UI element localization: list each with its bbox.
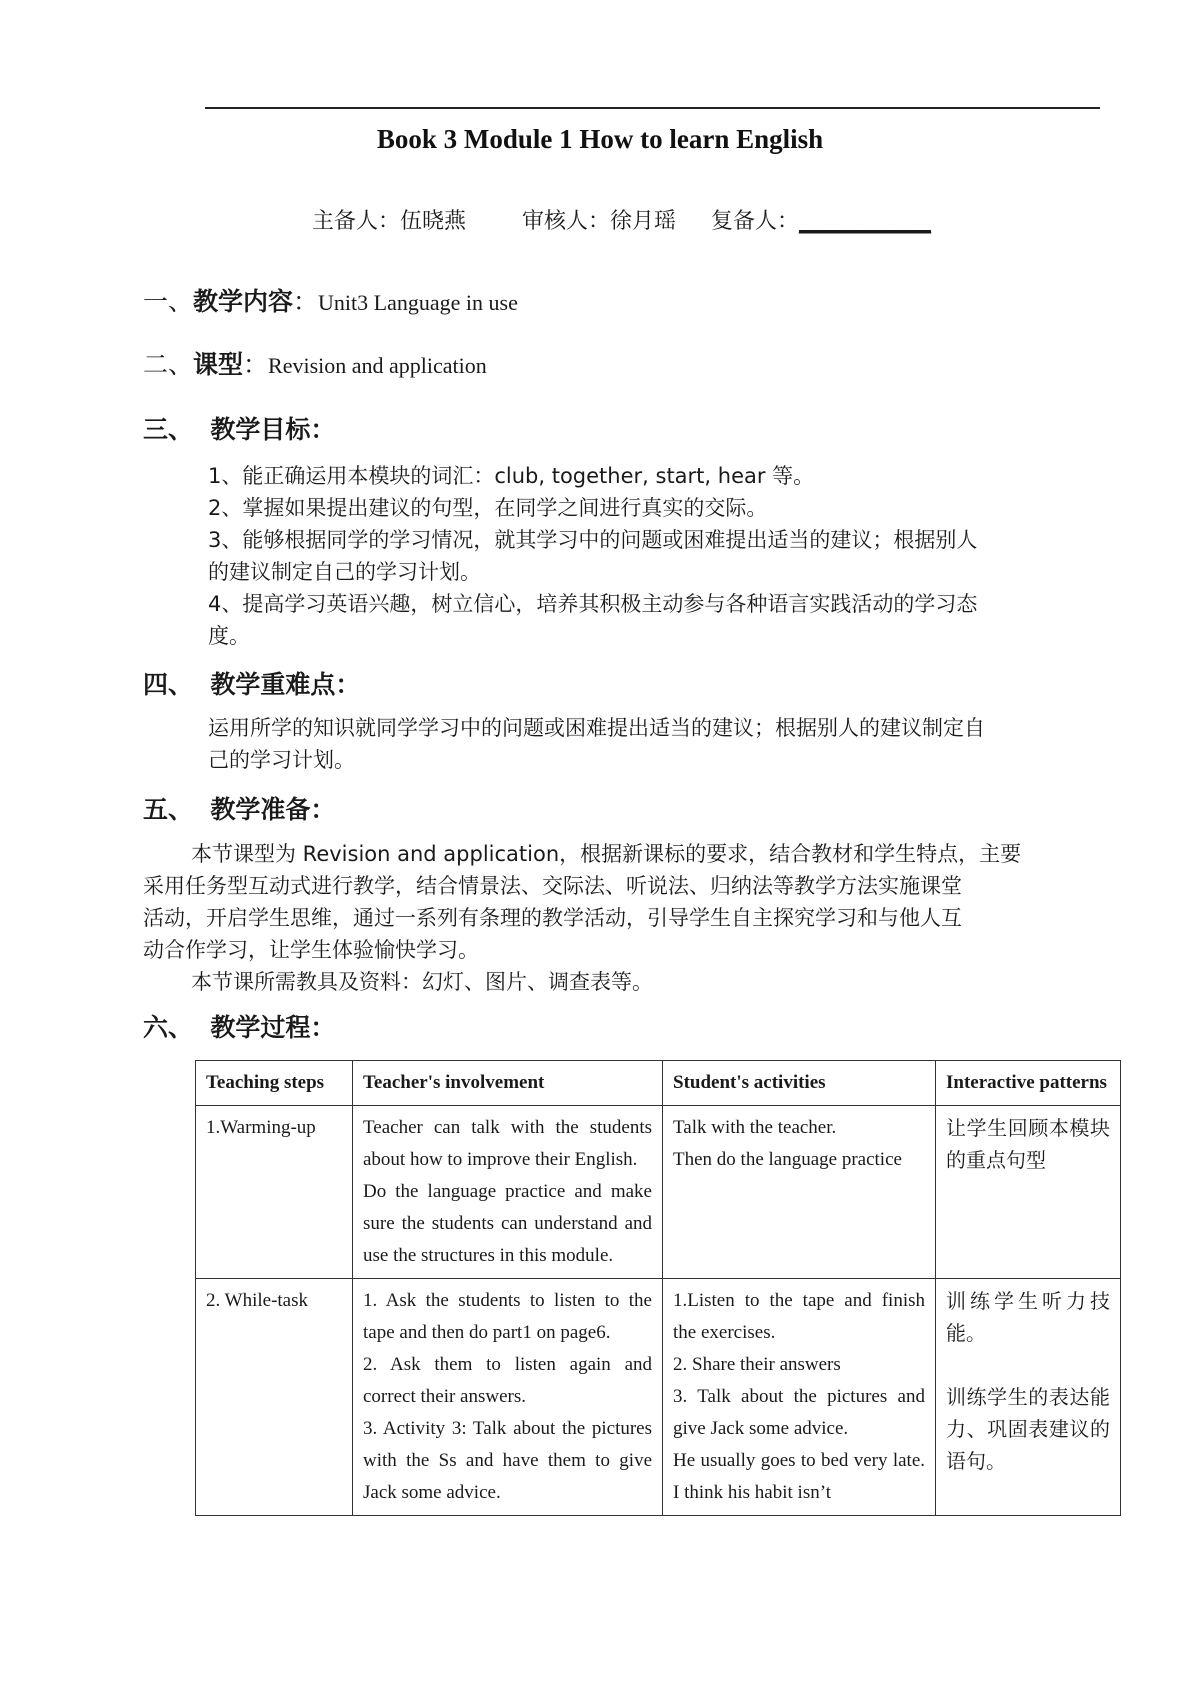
- column-header: Teacher's involvement: [353, 1061, 663, 1106]
- section-preparation-heading: [143, 790, 335, 826]
- document-title: Book 3 Module 1 How to learn English: [376, 124, 824, 154]
- header-rule: [205, 107, 1100, 109]
- teacher-line: 3. Activity 3: Talk about the pictures with the Ss and have them to give Jack some advice.: [363, 1418, 652, 1503]
- teacher-line: 1. Ask the students to listen to the tape and then do part1 on page6.: [363, 1290, 652, 1343]
- student-line: Talk with the teacher.: [673, 1117, 837, 1138]
- key-point-line: 己的学习计划。: [208, 748, 355, 772]
- section-lesson-type: [143, 345, 487, 381]
- section-heading: 三、 教学目标：: [143, 415, 336, 444]
- key-points-text: [208, 712, 1108, 776]
- preparation-line: 采用任务型互动式进行教学，结合情景法、交际法、听说法、归纳法等教学方法实施课堂: [143, 874, 962, 898]
- section-heading: 六、 教学过程：: [143, 1013, 336, 1042]
- column-header: Student's activities: [663, 1061, 936, 1106]
- preparation-line: 本节课所需教具及资料：幻灯、图片、调查表等。: [191, 970, 653, 994]
- preparation-line: 活动，开启学生思维，通过一系列有条理的教学活动，引导学生自主探究学习和与他人互: [143, 906, 962, 930]
- section-key-points-heading: [143, 665, 360, 701]
- student-line: 2. Share their answers: [673, 1354, 841, 1375]
- section-value: Revision and application: [268, 353, 487, 378]
- step-cell: 1.Warming-up: [196, 1106, 353, 1279]
- student-cell: [663, 1279, 936, 1516]
- student-line: He usually goes to bed very late. I think his habit isn’t: [673, 1450, 925, 1503]
- preparation-line: 动合作学习，让学生体验愉快学习。: [143, 938, 479, 962]
- objective-line: 1、能正确运用本模块的词汇：club, together, start, hear 等。: [208, 464, 815, 488]
- table-row: [196, 1279, 1121, 1516]
- student-line: Then do the language practice: [673, 1149, 902, 1170]
- teacher-line: 2. Ask them to listen again and correct their answers.: [363, 1354, 652, 1407]
- teacher-cell: [353, 1279, 663, 1516]
- section-heading: 教学内容: [193, 287, 294, 316]
- preparation-text: [143, 838, 1103, 998]
- objective-line: 度。: [208, 624, 250, 648]
- section-teaching-content: [143, 282, 518, 318]
- teacher-line: Do the language practice and make sure the students can understand and use the structures in this module.: [363, 1181, 652, 1266]
- pattern-cell: [936, 1279, 1121, 1516]
- section-number: 二、: [143, 350, 194, 379]
- section-number: 一、: [143, 287, 194, 316]
- reviewer-label: 审核人：: [521, 209, 610, 234]
- table-row: [196, 1106, 1121, 1279]
- objectives-list: [208, 460, 1108, 652]
- section-process-heading: [143, 1008, 335, 1044]
- reviewer-name: 徐月瑶: [610, 209, 677, 234]
- teacher-cell: [353, 1106, 663, 1279]
- section-separator: ：: [243, 350, 269, 379]
- teacher-line: Teacher can talk with the students about how to improve their English.: [363, 1117, 652, 1170]
- section-heading: 课型: [193, 350, 244, 379]
- second-preparer-label: 复备人：: [710, 209, 799, 234]
- preparation-line: 本节课型为 Revision and application，根据新课标的要求，结合教材和学生特点，主要: [191, 842, 1022, 866]
- teaching-process-table: [195, 1060, 1121, 1516]
- section-objectives-heading: [143, 410, 335, 446]
- student-line: 3. Talk about the pictures and give Jack some advice.: [673, 1386, 925, 1439]
- section-separator: ：: [293, 287, 319, 316]
- section-heading: 五、 教学准备：: [143, 795, 336, 824]
- pattern-line: 训练学生听力技能。: [946, 1289, 1110, 1345]
- section-value: Unit3 Language in use: [318, 290, 518, 315]
- pattern-cell: [936, 1106, 1121, 1279]
- step-cell: 2. While-task: [196, 1279, 353, 1516]
- section-heading: 四、 教学重难点：: [143, 670, 361, 699]
- table-header-row: [196, 1061, 1121, 1106]
- pattern-line: 让学生回顾本模块的重点句型: [946, 1116, 1110, 1172]
- main-preparer-label: 主备人：: [312, 209, 401, 234]
- key-point-line: 运用所学的知识就同学学习中的问题或困难提出适当的建议；根据别人的建议制定自: [208, 716, 985, 740]
- column-header: Teaching steps: [196, 1061, 353, 1106]
- objective-line: 3、能够根据同学的学习情况，就其学习中的问题或困难提出适当的建议；根据别人: [208, 528, 978, 552]
- objective-line: 4、提高学习英语兴趣，树立信心，培养其积极主动参与各种语言实践活动的学习态: [208, 592, 978, 616]
- column-header: Interactive patterns: [936, 1061, 1121, 1106]
- second-preparer-blank: ____________: [799, 209, 931, 234]
- pattern-line: 训练学生的表达能力、巩固表建议的语句。: [946, 1385, 1110, 1473]
- main-preparer-name: 伍晓燕: [400, 209, 467, 234]
- objective-line: 2、掌握如果提出建议的句型，在同学之间进行真实的交际。: [208, 496, 768, 520]
- objective-line: 的建议制定自己的学习计划。: [208, 560, 481, 584]
- student-cell: [663, 1106, 936, 1279]
- preparers-line: [312, 204, 931, 235]
- student-line: 1.Listen to the tape and finish the exercises.: [673, 1290, 925, 1343]
